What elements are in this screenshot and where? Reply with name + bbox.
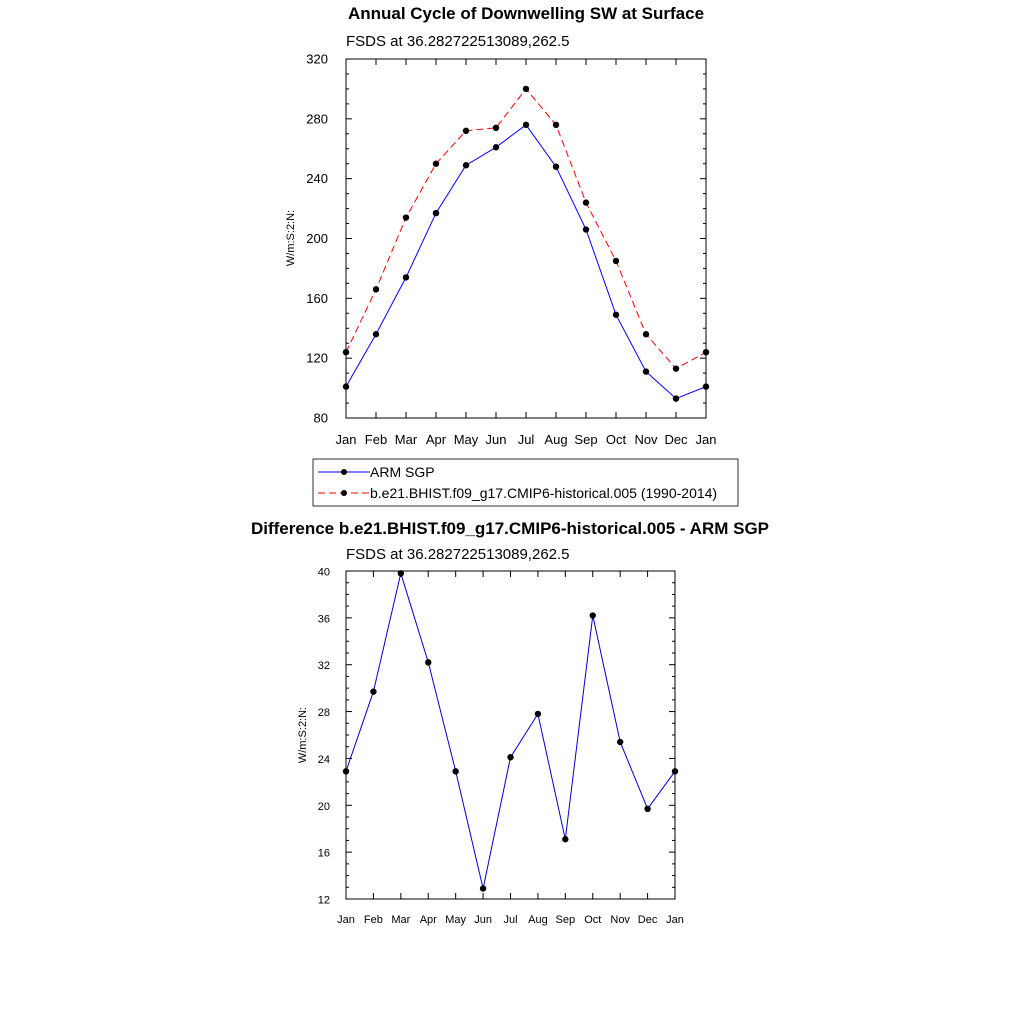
- data-point: [452, 768, 458, 774]
- data-point: [590, 612, 596, 618]
- data-point: [403, 214, 409, 220]
- series-line-1: [346, 89, 706, 369]
- data-point: [583, 199, 589, 205]
- x-tick-label: Sep: [574, 432, 598, 447]
- data-point: [672, 768, 678, 774]
- y-axis-label: W/m:S:2:N:: [297, 706, 309, 764]
- data-point: [673, 395, 679, 401]
- y-tick-label: 28: [317, 707, 330, 720]
- y-tick-label: 24: [317, 753, 330, 766]
- x-tick-label: Jul: [517, 432, 535, 447]
- data-point: [613, 258, 619, 264]
- data-point: [523, 86, 529, 92]
- data-point: [343, 383, 349, 389]
- data-point: [373, 286, 379, 292]
- data-point: [343, 768, 349, 774]
- x-tick-label: Jan: [335, 432, 357, 447]
- x-tick-label: May: [445, 914, 467, 926]
- y-tick-label: 16: [317, 847, 330, 860]
- data-point: [425, 659, 431, 665]
- data-point: [562, 836, 568, 842]
- annual-cycle-chart: [285, 4, 738, 506]
- y-axis-label: W/m:S:2:N:: [285, 209, 297, 267]
- x-tick-label: Nov: [634, 432, 658, 447]
- data-point: [703, 383, 709, 389]
- data-point: [583, 226, 589, 232]
- series-line-0: [346, 573, 675, 888]
- y-tick-label: 160: [306, 290, 328, 306]
- y-tick-label: 120: [306, 350, 328, 366]
- x-tick-label: Mar: [394, 432, 418, 447]
- legend: [313, 459, 738, 506]
- data-point: [373, 331, 379, 337]
- data-point: [463, 162, 469, 168]
- series-line-0: [346, 125, 706, 399]
- data-point: [617, 739, 623, 745]
- data-point: [433, 210, 439, 216]
- data-point: [613, 312, 619, 318]
- data-point: [398, 570, 404, 576]
- x-tick-label: Jun: [474, 914, 492, 926]
- y-tick-label: 36: [317, 613, 330, 626]
- x-tick-label: Feb: [363, 914, 383, 926]
- data-point: [493, 125, 499, 131]
- data-point: [343, 349, 349, 355]
- data-point: [493, 144, 499, 150]
- x-tick-label: Apr: [425, 432, 447, 447]
- data-point: [553, 164, 559, 170]
- x-tick-label: Sep: [555, 914, 576, 926]
- x-tick-label: Aug: [544, 432, 568, 447]
- data-point: [463, 128, 469, 134]
- x-tick-label: Jul: [503, 914, 518, 926]
- plot-frame: [346, 59, 706, 418]
- plot-area: [306, 52, 716, 448]
- plot-area: [318, 567, 684, 927]
- y-tick-label: 32: [317, 660, 330, 673]
- x-tick-label: Mar: [391, 914, 411, 926]
- y-tick-label: 240: [306, 171, 328, 187]
- data-point: [673, 365, 679, 371]
- data-point: [643, 331, 649, 337]
- y-tick-label: 200: [306, 231, 328, 246]
- chart-title: Difference b.e21.BHIST.f09_g17.CMIP6-historical.005 - ARM SGP: [250, 519, 770, 538]
- data-point: [507, 754, 513, 760]
- data-point: [644, 806, 650, 812]
- x-tick-label: May: [453, 432, 479, 447]
- x-tick-label: Aug: [528, 914, 548, 926]
- legend-label-arm-sgp: ARM SGP: [370, 464, 435, 480]
- plot-frame: [346, 571, 675, 899]
- x-tick-label: Jan: [666, 914, 684, 926]
- x-tick-label: Oct: [584, 914, 602, 926]
- y-tick-label: 40: [317, 566, 330, 579]
- chart-subtitle: FSDS at 36.282722513089,262.5: [346, 546, 570, 563]
- x-tick-label: Dec: [664, 432, 688, 447]
- legend-marker-arm-sgp: [341, 469, 347, 475]
- y-tick-label: 12: [317, 894, 330, 907]
- chart-subtitle: FSDS at 36.282722513089,262.5: [346, 33, 570, 50]
- x-tick-label: Apr: [419, 914, 437, 926]
- difference-chart: [251, 519, 769, 926]
- data-point: [553, 122, 559, 128]
- x-tick-label: Nov: [610, 914, 630, 926]
- y-tick-label: 280: [306, 111, 328, 127]
- y-tick-label: 320: [306, 51, 328, 67]
- y-tick-label: 80: [313, 410, 328, 426]
- chart-title: Annual Cycle of Downwelling SW at Surface: [347, 4, 705, 23]
- x-tick-label: Jun: [485, 432, 507, 447]
- x-tick-label: Jan: [695, 432, 717, 447]
- data-point: [433, 161, 439, 167]
- x-tick-label: Feb: [364, 432, 388, 447]
- data-point: [643, 368, 649, 374]
- x-tick-label: Oct: [605, 432, 627, 447]
- y-tick-label: 20: [317, 800, 330, 813]
- data-point: [480, 885, 486, 891]
- legend-marker-model: [341, 490, 347, 496]
- x-tick-label: Dec: [637, 914, 658, 926]
- data-point: [370, 688, 376, 694]
- data-point: [523, 122, 529, 128]
- data-point: [535, 711, 541, 717]
- x-tick-label: Jan: [337, 914, 355, 926]
- data-point: [403, 274, 409, 280]
- legend-label-model: b.e21.BHIST.f09_g17.CMIP6-historical.005 (1990-2014): [370, 485, 718, 501]
- data-point: [703, 349, 709, 355]
